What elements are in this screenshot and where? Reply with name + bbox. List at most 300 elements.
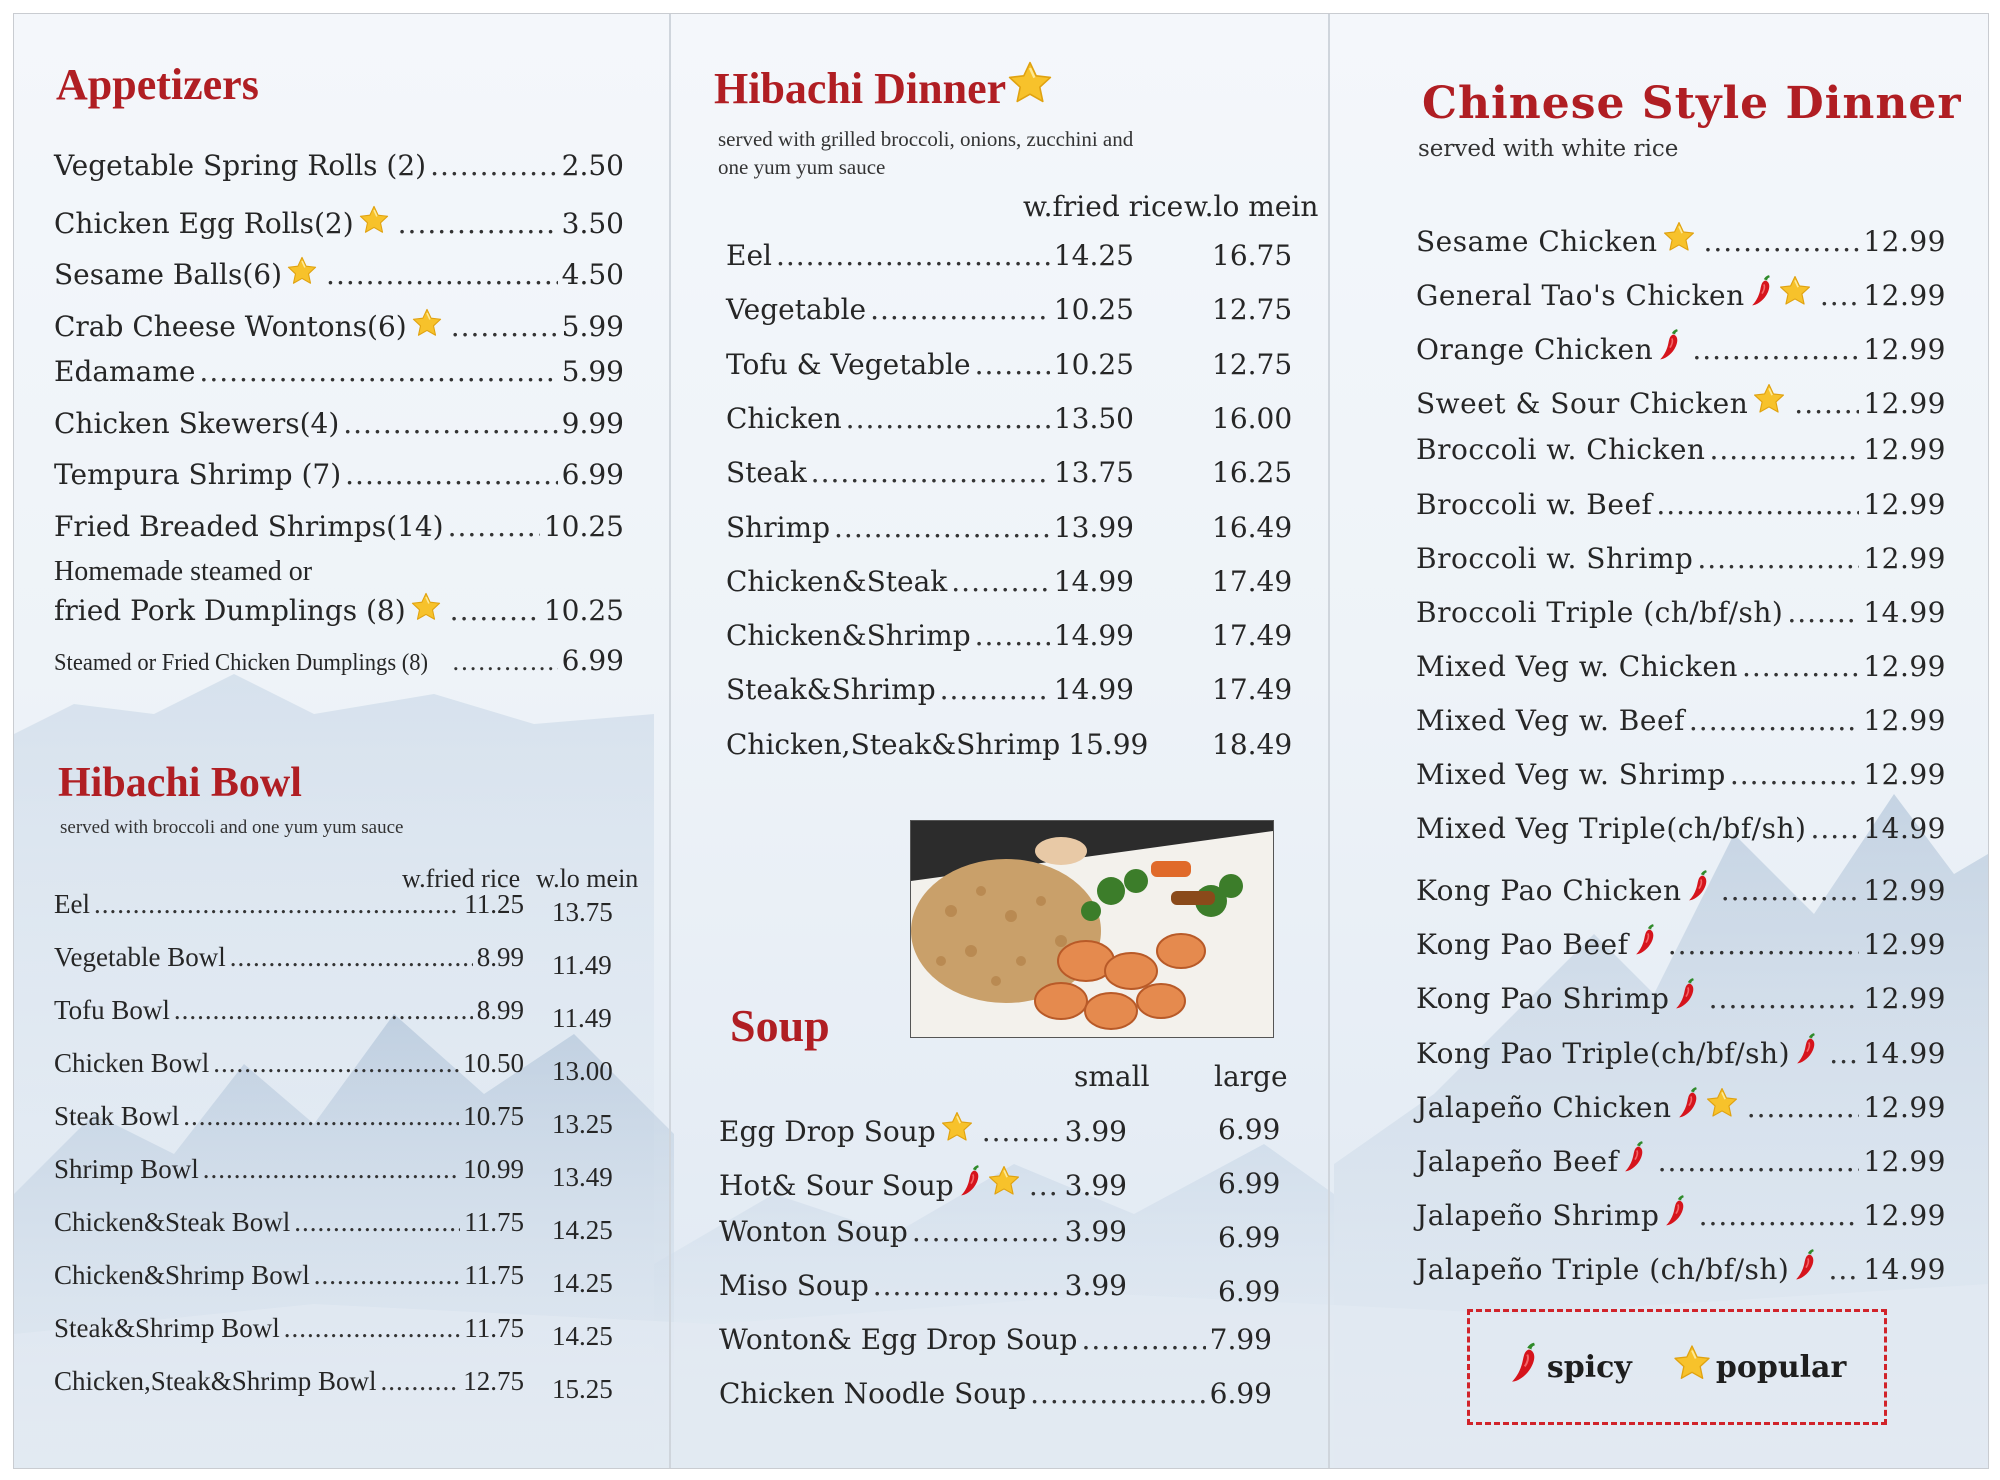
item-price: 12.99 (1863, 703, 1946, 737)
dinner-row (726, 619, 1134, 652)
item-name: Vegetable (726, 293, 867, 327)
item-icons (1686, 869, 1713, 910)
dinner-row (726, 727, 1149, 761)
item-name: Steak (726, 456, 807, 490)
chinese-row (1416, 920, 1946, 961)
item-price: 12.99 (1863, 279, 1946, 313)
item-price: 11.25 (464, 889, 524, 919)
item-name: Edamame (54, 355, 196, 388)
soup-row (719, 1377, 1272, 1410)
star-icon (411, 307, 443, 346)
item-name: Fried Breaded Shrimps(14) (54, 509, 444, 543)
item-name: Jalapeño Chicken (1416, 1090, 1672, 1124)
hibachi-dinner-title-text: Hibachi Dinner (714, 64, 1007, 113)
item-name: Wonton Soup (719, 1215, 908, 1248)
chinese-row (1416, 433, 1946, 466)
item-price: 12.99 (1863, 487, 1946, 521)
appetizer-row (54, 510, 624, 543)
item-name: Egg Drop Soup (719, 1115, 936, 1148)
item-price-large: 15.25 (552, 1374, 613, 1404)
item-name: Chicken&Steak (726, 564, 948, 598)
star-icon (987, 1164, 1021, 1205)
item-name: Steak Bowl (54, 1101, 180, 1131)
item-price: 12.99 (1863, 541, 1946, 575)
star-icon (1672, 1343, 1712, 1391)
item-price-large: 16.25 (1212, 456, 1293, 490)
item-icons (1657, 328, 1684, 369)
item-name: Mixed Veg w. Shrimp (1416, 758, 1726, 791)
item-price: 10.25 (1053, 347, 1134, 381)
hibachi-bowl-title: Hibachi Bowl (58, 760, 302, 806)
dinner-row (726, 348, 1134, 381)
item-price-large: 18.49 (1212, 727, 1293, 761)
dinner-row (726, 565, 1134, 598)
item-price: 12.99 (1863, 333, 1946, 367)
dot-leader (430, 149, 558, 182)
pepper-icon (1673, 977, 1700, 1018)
hibachi-dinner-subtitle-1: served with grilled broccoli, onions, zucchini and (718, 127, 1134, 151)
dot-leader (1829, 1253, 1860, 1286)
dot-leader (940, 673, 1050, 706)
item-name: General Tao's Chicken (1416, 279, 1745, 313)
dot-leader (1081, 1323, 1205, 1356)
item-price: 6.99 (561, 458, 624, 491)
dot-leader (975, 619, 1050, 652)
chinese-dinner-title: Chinese Style Dinner (1422, 78, 1962, 129)
item-price: 5.99 (561, 309, 624, 343)
chinese-row (1416, 1137, 1946, 1178)
item-price-large: 13.49 (552, 1162, 613, 1192)
legend-popular-label: popular (1715, 1349, 1847, 1385)
dumpling-row (54, 588, 624, 627)
item-price: 4.50 (561, 258, 624, 291)
item-name: Chicken (726, 401, 842, 435)
item-name: Jalapeño Beef (1416, 1144, 1619, 1178)
item-price-large: 12.75 (1212, 293, 1293, 327)
item-price-large: 17.49 (1212, 673, 1293, 707)
dot-leader (183, 1101, 459, 1132)
item-name: Sweet & Sour Chicken (1416, 387, 1749, 421)
chinese-row (1416, 704, 1946, 737)
item-icons (1793, 1248, 1820, 1289)
item-price: 12.99 (1863, 649, 1946, 683)
chinese-row (1416, 596, 1946, 629)
chinese-row (1416, 271, 1946, 312)
dinner-col-fried-rice: w.fried rice (1023, 190, 1184, 223)
item-price: 11.75 (464, 1207, 524, 1237)
item-name: Chicken&Shrimp Bowl (54, 1260, 310, 1290)
pepper-icon (1686, 869, 1713, 910)
item-price: 12.99 (1863, 928, 1946, 962)
dinner-row (726, 511, 1134, 544)
item-price: 13.99 (1053, 510, 1134, 544)
dinner-row (726, 673, 1134, 706)
item-price: 14.99 (1863, 812, 1946, 846)
item-price: 13.50 (1053, 401, 1134, 435)
item-price: 14.99 (1863, 1036, 1946, 1070)
item-name: Steak&Shrimp (726, 673, 936, 707)
item-price-large: 6.99 (1218, 1221, 1281, 1254)
bowl-col-lo-mein: w.lo mein (536, 864, 639, 893)
soup-title: Soup (730, 1000, 830, 1051)
item-name: Sesame Balls(6) (54, 258, 283, 291)
item-name: Kong Pao Beef (1416, 928, 1629, 962)
item-icons (358, 204, 390, 243)
item-name: Kong Pao Shrimp (1416, 982, 1670, 1016)
bowl-row (54, 942, 524, 973)
item-name: Mixed Veg w. Beef (1416, 703, 1685, 737)
pepper-icon (958, 1164, 985, 1205)
item-icons (411, 307, 443, 346)
star-icon (1752, 382, 1786, 423)
item-price: 10.25 (1053, 293, 1134, 327)
bowl-row (54, 1207, 524, 1238)
item-name: Eel (54, 889, 90, 919)
item-price: 3.99 (1064, 1169, 1127, 1202)
bowl-row (54, 1101, 524, 1132)
item-icons (940, 1110, 974, 1151)
item-price: 6.99 (1209, 1377, 1272, 1410)
chinese-row (1416, 1029, 1946, 1070)
chinese-row (1416, 1245, 1946, 1286)
pepper-icon (1633, 923, 1660, 964)
dot-leader (1820, 279, 1859, 312)
item-name: Broccoli w. Chicken (1416, 433, 1706, 467)
item-price: 9.99 (561, 406, 624, 440)
chinese-row (1416, 1083, 1946, 1124)
item-name: Tofu & Vegetable (726, 347, 971, 381)
chinese-row (1416, 866, 1946, 907)
item-name: Tofu Bowl (54, 995, 170, 1025)
dot-leader (846, 402, 1050, 435)
item-icons (1622, 1140, 1649, 1181)
panel-divider-right (1328, 14, 1330, 1468)
dinner-row (726, 239, 1134, 272)
dot-leader (1829, 1037, 1859, 1070)
chinese-row (1416, 812, 1946, 845)
bowl-col-fried-rice: w.fried rice (402, 864, 521, 893)
dot-leader (951, 565, 1050, 598)
item-price: 5.99 (561, 355, 624, 388)
appetizer-row (54, 252, 624, 291)
chicken-dumpling-name: Steamed or Fried Chicken Dumplings (8) (54, 650, 429, 676)
item-price: 8.99 (476, 995, 524, 1025)
pepper-icon (1657, 328, 1684, 369)
chinese-row (1416, 1191, 1946, 1232)
item-price-large: 13.75 (552, 897, 613, 927)
dot-leader (1747, 1091, 1860, 1124)
item-price: 11.75 (464, 1313, 524, 1343)
item-name: Mixed Veg w. Chicken (1416, 649, 1738, 683)
item-icons (1663, 1194, 1690, 1235)
pepper-icon (1749, 274, 1776, 315)
item-price: 12.99 (1863, 225, 1946, 258)
dot-leader (975, 348, 1050, 381)
item-price-large: 11.49 (552, 1003, 612, 1033)
dinner-row (726, 402, 1134, 435)
dot-leader (1697, 542, 1859, 575)
dot-leader (380, 1366, 459, 1397)
item-name: Orange Chicken (1416, 333, 1654, 367)
item-name: Vegetable Spring Rolls (2) (54, 149, 427, 182)
item-name: Mixed Veg Triple(ch/bf/sh) (1416, 812, 1807, 846)
dot-leader (314, 1260, 461, 1291)
pepper-icon (1508, 1341, 1543, 1393)
legend-spicy-label: spicy (1546, 1349, 1632, 1385)
item-price: 12.99 (1863, 1198, 1946, 1232)
chicken-dumpling-price: 6.99 (561, 644, 624, 677)
hibachi-dinner-title (714, 59, 1054, 118)
dot-leader (343, 407, 557, 440)
item-price-large: 14.25 (552, 1268, 613, 1298)
bowl-row (54, 889, 524, 920)
item-price: 10.99 (463, 1154, 524, 1184)
bowl-row (54, 1366, 524, 1397)
dinner-row (726, 293, 1134, 326)
item-name: Chicken Skewers(4) (54, 406, 340, 440)
bowl-row (54, 1313, 524, 1344)
bowl-row (54, 1048, 524, 1079)
item-price: 12.99 (1863, 1144, 1946, 1178)
item-name: Hot& Sour Soup (719, 1169, 954, 1202)
dumpling-price: 10.25 (543, 594, 624, 627)
item-name: Steak&Shrimp Bowl (54, 1313, 280, 1343)
dot-leader (1787, 596, 1859, 629)
star-icon (286, 255, 318, 294)
item-name: Chicken Noodle Soup (719, 1377, 1027, 1410)
dinner-col-lo-mein: w.lo mein (1184, 190, 1319, 223)
food-photo-image (911, 821, 1273, 1037)
chinese-row (1416, 974, 1946, 1015)
appetizer-row (54, 458, 624, 491)
item-price: 3.50 (561, 206, 624, 240)
menu-sheet (13, 13, 1989, 1469)
item-name: Chicken,Steak&Shrimp Bowl (54, 1366, 377, 1396)
dot-leader (1656, 488, 1859, 521)
dumpling-line-1: Homemade steamed or (54, 556, 313, 587)
appetizer-row (54, 407, 624, 440)
dot-leader (326, 258, 558, 291)
dot-leader (1692, 333, 1859, 366)
item-name: Kong Pao Triple(ch/bf/sh) (1416, 1036, 1790, 1070)
item-price: 3.99 (1064, 1215, 1127, 1248)
bowl-row (54, 1260, 524, 1291)
dot-leader (230, 942, 473, 973)
item-price-large: 17.49 (1212, 564, 1293, 598)
item-icons (1662, 220, 1696, 261)
item-price: 8.99 (476, 942, 524, 972)
item-icons (1633, 923, 1660, 964)
soup-col-large: large (1214, 1060, 1288, 1093)
dot-leader (203, 1154, 459, 1185)
soup-row (719, 1215, 1127, 1248)
dot-leader (912, 1215, 1061, 1248)
appetizer-row (54, 355, 624, 388)
item-name: Broccoli w. Beef (1416, 487, 1653, 521)
item-price-large: 17.49 (1212, 619, 1293, 653)
dot-leader (1029, 1169, 1061, 1202)
dot-leader (1794, 387, 1859, 420)
item-price-large: 16.75 (1212, 239, 1293, 272)
appetizer-row (54, 201, 624, 240)
chinese-row (1416, 758, 1946, 791)
star-icon (358, 204, 390, 243)
panel-divider-left (669, 14, 671, 1468)
item-name: Chicken Egg Rolls(2) (54, 206, 354, 240)
item-name: Chicken&Steak Bowl (54, 1207, 291, 1237)
item-name: Broccoli w. Shrimp (1416, 541, 1694, 575)
dot-leader (1668, 928, 1860, 961)
chinese-row (1416, 325, 1946, 366)
hibachi-dinner-subtitle-2: one yum yum sauce (718, 155, 886, 179)
item-price: 7.99 (1209, 1323, 1272, 1356)
chinese-row (1416, 488, 1946, 521)
item-name: Sesame Chicken (1416, 225, 1658, 258)
item-name: Shrimp (726, 510, 831, 544)
chinese-row (1416, 650, 1946, 683)
appetizer-row (54, 304, 624, 343)
item-name: Shrimp Bowl (54, 1154, 199, 1184)
dot-leader (398, 207, 558, 240)
item-icons (1752, 382, 1786, 423)
item-name: Crab Cheese Wontons(6) (54, 309, 407, 343)
dot-leader (294, 1207, 460, 1238)
dot-leader (174, 995, 473, 1026)
item-price: 15.99 (1068, 727, 1149, 761)
item-price-large: 14.25 (552, 1321, 613, 1351)
dot-leader (94, 889, 460, 920)
star-icon (1778, 274, 1812, 315)
chinese-row (1416, 379, 1946, 420)
dot-leader (1658, 1145, 1860, 1178)
dot-leader (870, 293, 1050, 326)
item-icons (1794, 1032, 1821, 1073)
star-icon (1705, 1086, 1739, 1127)
dot-leader (448, 510, 540, 543)
star-icon (1006, 59, 1054, 118)
chinese-dinner-subtitle: served with white rice (1418, 136, 1679, 162)
dot-leader (776, 239, 1050, 272)
dot-leader (1810, 812, 1859, 845)
legend-popular (1672, 1343, 1846, 1391)
item-price-large: 13.25 (552, 1109, 613, 1139)
dot-leader (982, 1115, 1061, 1148)
item-price: 12.99 (1863, 758, 1946, 791)
item-price-large: 6.99 (1218, 1275, 1281, 1308)
item-price-large: 11.49 (552, 950, 612, 980)
chinese-row (1416, 217, 1946, 258)
dot-leader (450, 594, 540, 627)
item-icons (1673, 977, 1700, 1018)
item-price: 12.99 (1863, 387, 1946, 421)
item-price: 10.25 (543, 509, 624, 543)
item-name: Vegetable Bowl (54, 942, 226, 972)
item-name: Broccoli Triple (ch/bf/sh) (1416, 595, 1784, 629)
pepper-icon (1663, 1194, 1690, 1235)
item-icons (1749, 274, 1812, 315)
item-name: Eel (726, 239, 772, 272)
dot-leader (213, 1048, 459, 1079)
item-name: Chicken,Steak&Shrimp (726, 727, 1061, 761)
item-name: Tempura Shrimp (7) (54, 458, 342, 491)
item-name: Jalapeño Triple (ch/bf/sh) (1416, 1252, 1790, 1286)
item-price: 3.99 (1064, 1269, 1127, 1302)
chinese-row (1416, 542, 1946, 575)
dot-leader (1742, 650, 1859, 683)
pepper-icon (1793, 1248, 1820, 1289)
appetizer-row (54, 149, 624, 182)
dumpling-name: fried Pork Dumplings (8) (54, 594, 406, 627)
dot-leader (1704, 225, 1860, 258)
item-icons (958, 1164, 1021, 1205)
dot-leader (834, 511, 1050, 544)
item-price-large: 6.99 (1218, 1167, 1281, 1200)
dumpling-icons (410, 591, 442, 630)
dot-leader (1689, 704, 1859, 737)
item-price: 12.99 (1863, 874, 1946, 908)
item-name: Miso Soup (719, 1269, 869, 1302)
bowl-row (54, 995, 524, 1026)
food-photo (910, 820, 1274, 1038)
star-icon (410, 591, 442, 630)
item-price: 12.75 (463, 1366, 524, 1396)
appetizers-title: Appetizers (56, 60, 259, 109)
item-price: 14.25 (1053, 239, 1134, 272)
item-price-large: 16.00 (1212, 401, 1293, 435)
hibachi-bowl-subtitle: served with broccoli and one yum yum sauce (60, 817, 404, 838)
item-name: Jalapeño Shrimp (1416, 1198, 1660, 1232)
soup-col-small: small (1074, 1060, 1150, 1093)
item-price: 3.99 (1064, 1115, 1127, 1148)
item-price: 10.75 (463, 1101, 524, 1131)
dot-leader (1030, 1377, 1206, 1410)
item-price: 14.99 (1053, 673, 1134, 707)
pepper-icon (1794, 1032, 1821, 1073)
item-price-large: 13.00 (552, 1056, 613, 1086)
item-price: 12.99 (1863, 433, 1946, 467)
item-price-large: 12.75 (1212, 347, 1293, 381)
soup-row (719, 1161, 1127, 1202)
star-icon (940, 1110, 974, 1151)
item-price: 12.99 (1863, 982, 1946, 1016)
item-name: Kong Pao Chicken (1416, 874, 1682, 908)
item-name: Chicken&Shrimp (726, 619, 971, 653)
item-name: Wonton& Egg Drop Soup (719, 1323, 1078, 1356)
item-icons (286, 255, 318, 294)
item-price: 13.75 (1053, 456, 1134, 490)
dot-leader (873, 1269, 1061, 1302)
dot-leader (451, 310, 558, 343)
item-price: 14.99 (1863, 1252, 1946, 1286)
pepper-icon (1622, 1140, 1649, 1181)
dot-leader (811, 456, 1050, 489)
item-price-large: 16.49 (1212, 510, 1293, 544)
item-price-large: 14.25 (552, 1215, 613, 1245)
item-price-large: 6.99 (1218, 1113, 1281, 1146)
legend-spicy (1508, 1341, 1632, 1393)
dot-leader (1730, 758, 1859, 791)
item-price: 11.75 (464, 1260, 524, 1290)
item-name: Chicken Bowl (54, 1048, 210, 1078)
dot-leader (1709, 982, 1860, 1015)
item-price: 10.50 (463, 1048, 524, 1078)
legend-box (1467, 1309, 1887, 1425)
item-price: 14.99 (1863, 595, 1946, 629)
soup-row (719, 1269, 1127, 1302)
star-icon (1662, 220, 1696, 261)
dinner-row (726, 456, 1134, 489)
dot-leader (1699, 1199, 1860, 1232)
